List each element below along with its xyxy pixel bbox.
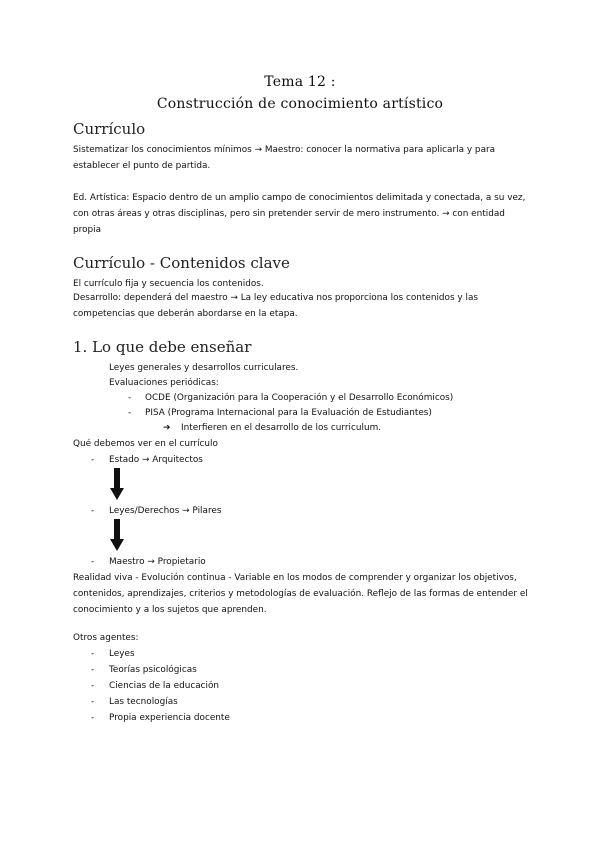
bullet-dash: -: [128, 408, 132, 418]
item-interfieren: Interfieren en el desarrollo de los curriculum.: [181, 423, 382, 433]
paragraph-ed-artistica: Ed. Artística: Espacio dentro de un amplio campo de conocimientos delimitada y conectada, a su vez, con otras áreas y otras disciplinas, pero sin pretender servir de mero instrumento. → con entidad propia: [73, 193, 526, 235]
paragraph-curriculo-fija: El currículo fija y secuencia los contenidos.: [73, 279, 264, 289]
list-item: Leyes: [109, 649, 135, 659]
bullet-dash: -: [91, 681, 95, 691]
title-line-2: Construcción de conocimiento artístico: [156, 96, 444, 112]
bullet-dash: -: [91, 665, 95, 675]
question-curriculo: Qué debemos ver en el currículo: [73, 439, 218, 449]
list-item: Las tecnologías: [109, 697, 178, 707]
item-evaluaciones: Evaluaciones periódicas:: [109, 378, 219, 388]
item-pisa: PISA (Programa Internacional para la Evaluación de Estudiantes): [145, 408, 432, 418]
paragraph-desarrollo: Desarrollo: dependerá del maestro → La ley educativa nos proporciona los contenidos y las competencias que deberán abordarse en la etapa.: [73, 293, 479, 319]
paragraph-realidad-viva: Realidad viva - Evolución continua - Variable en los modos de comprender y organizar los objetivos, contenidos, aprendizajes, criterios y metodologías de evaluación. Reflejo de las formas de entender el conocimiento y a los sujetos que aprenden.: [73, 573, 528, 615]
list-item: Propia experiencia docente: [109, 713, 230, 723]
chain-maestro: Maestro → Propietario: [109, 557, 206, 567]
item-leyes-generales: Leyes generales y desarrollos curriculares.: [109, 363, 299, 373]
otros-agentes-label: Otros agentes:: [73, 633, 139, 643]
bullet-dash: -: [91, 713, 95, 723]
paragraph-sistematizar: Sistematizar los conocimientos mínimos → Maestro: conocer la normativa para aplicarla y para establecer el punto de partida.: [73, 145, 496, 171]
heading-curriculo: Currículo: [73, 120, 146, 138]
chain-estado: Estado → Arquitectos: [109, 455, 203, 465]
bullet-dash: -: [91, 557, 95, 567]
arrow-bullet-icon: ➔: [163, 423, 171, 433]
bullet-dash: -: [91, 697, 95, 707]
down-arrow-icon: [110, 468, 124, 500]
bullet-dash: -: [91, 455, 95, 465]
bullet-dash: -: [91, 506, 95, 516]
list-item: Teorías psicológicas: [109, 665, 197, 675]
heading-contenidos-clave: Currículo - Contenidos clave: [73, 254, 290, 272]
down-arrow-icon: [110, 519, 124, 551]
item-ocde: OCDE (Organización para la Cooperación y el Desarrollo Económicos): [145, 393, 454, 403]
title-line-1: Tema 12 :: [264, 74, 336, 90]
bullet-dash: -: [128, 393, 132, 403]
list-item: Ciencias de la educación: [109, 681, 220, 691]
bullet-dash: -: [91, 649, 95, 659]
chain-leyes-derechos: Leyes/Derechos → Pilares: [109, 506, 222, 516]
heading-lo-que-debe-ensenar: 1. Lo que debe enseñar: [73, 338, 252, 356]
